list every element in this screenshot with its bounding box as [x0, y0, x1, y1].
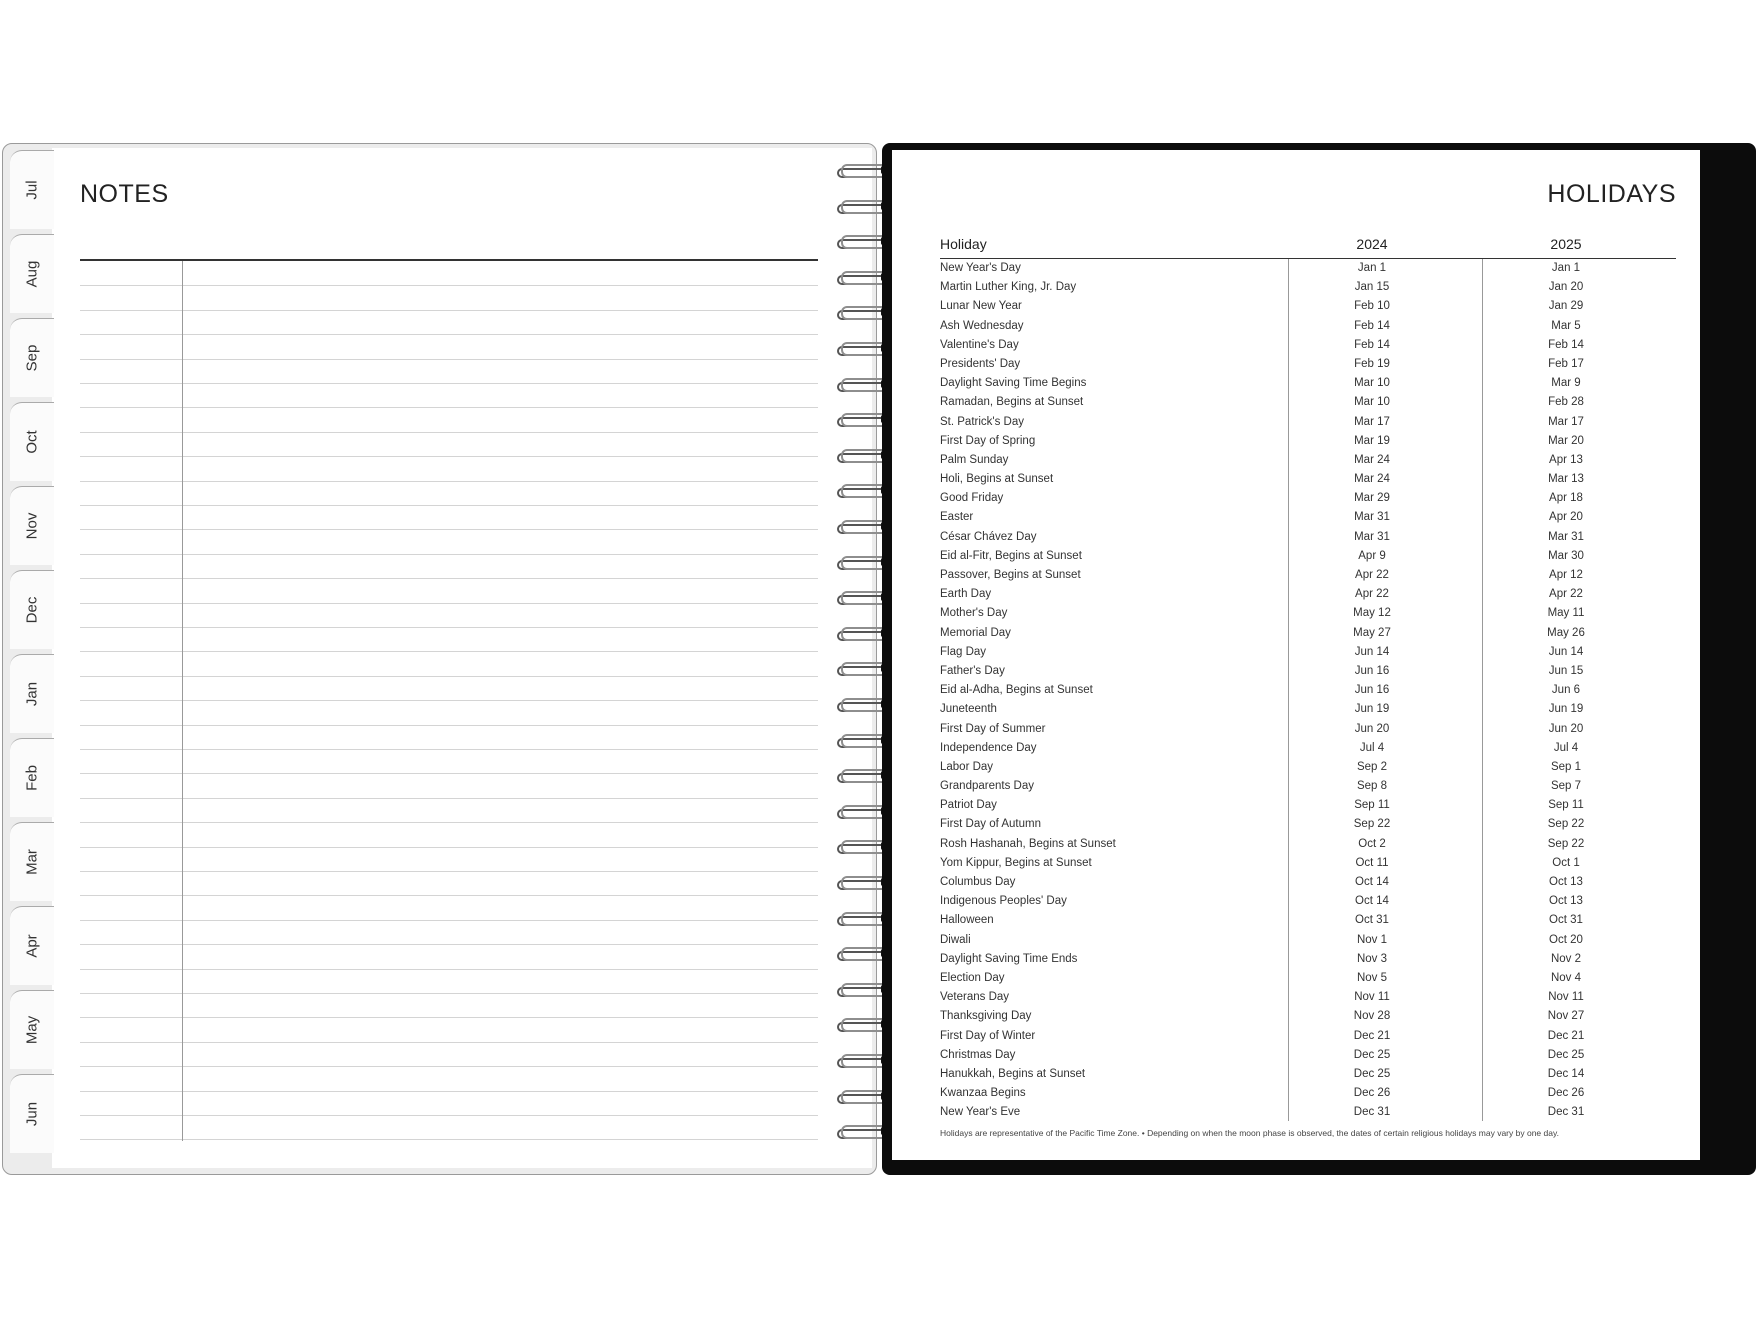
holiday-date-2025: Feb 17 — [1548, 357, 1584, 370]
holiday-date-2025: Apr 22 — [1549, 588, 1583, 601]
ruled-line — [80, 529, 818, 530]
holiday-date-2024: Jan 15 — [1354, 281, 1390, 294]
month-tab-label: Sep — [23, 344, 41, 372]
month-tab-oct[interactable] — [10, 402, 54, 481]
holiday-row — [940, 643, 1676, 662]
ruled-line — [80, 895, 818, 896]
month-tab-label: Nov — [23, 512, 41, 540]
holiday-date-2024: Dec 31 — [1353, 1106, 1391, 1119]
holiday-date-2024: Sep 11 — [1354, 799, 1390, 812]
holiday-date-2024: Feb 14 — [1354, 338, 1390, 351]
holiday-date-2024: Jun 16 — [1354, 684, 1390, 697]
holiday-date-2024: Feb 14 — [1354, 319, 1390, 332]
holiday-date-2024: Jun 19 — [1354, 703, 1390, 716]
holiday-date-2024: Nov 3 — [1356, 952, 1388, 965]
holiday-row — [940, 1084, 1676, 1103]
holiday-date-2024: May 12 — [1353, 607, 1391, 620]
holiday-date-2025: Oct 1 — [1552, 856, 1580, 869]
holiday-date-2024: Nov 1 — [1356, 933, 1388, 946]
holiday-date-2025: Mar 9 — [1551, 377, 1581, 390]
holiday-date-2024: Oct 14 — [1355, 876, 1389, 888]
holiday-name: Lunar New Year — [940, 300, 1022, 313]
holiday-date-2025: Nov 4 — [1550, 971, 1582, 984]
ruled-line — [80, 285, 818, 286]
holiday-date-2025: Mar 30 — [1548, 549, 1584, 562]
holiday-name: Columbus Day — [940, 876, 1016, 888]
ruled-line — [80, 725, 818, 726]
ruled-line — [80, 383, 818, 384]
holiday-name: Daylight Saving Time Ends — [940, 952, 1078, 965]
holiday-name: Yom Kippur, Begins at Sunset — [940, 856, 1092, 869]
ruled-line — [80, 969, 818, 970]
ruled-line — [80, 1115, 818, 1116]
holiday-name: Presidents' Day — [940, 357, 1021, 370]
ruled-line — [80, 432, 818, 433]
holiday-date-2025: Nov 11 — [1548, 991, 1584, 1004]
month-tab-aug[interactable] — [10, 234, 54, 313]
holiday-row — [940, 413, 1676, 432]
holiday-name: Diwali — [940, 933, 971, 946]
holiday-date-2024: Nov 28 — [1353, 1010, 1391, 1023]
ruled-line — [80, 1139, 818, 1140]
header-holiday: Holiday — [940, 236, 987, 252]
holiday-date-2024: Oct 14 — [1355, 895, 1389, 908]
holiday-date-2024: Mar 31 — [1354, 530, 1390, 543]
month-tab-apr[interactable] — [10, 906, 54, 985]
holiday-row — [940, 259, 1676, 278]
ruled-line — [80, 944, 818, 945]
holiday-name: Earth Day — [940, 588, 992, 601]
holiday-date-2024: Nov 5 — [1356, 971, 1388, 984]
holiday-row — [940, 317, 1676, 336]
holiday-date-2024: Sep 8 — [1356, 780, 1388, 793]
holiday-date-2024: Mar 19 — [1354, 434, 1390, 447]
holiday-name: Juneteenth — [940, 703, 997, 716]
holiday-name: Valentine's Day — [940, 338, 1019, 351]
month-tab-label: May — [23, 1015, 41, 1045]
ruled-line — [80, 651, 818, 652]
holiday-date-2025: Sep 22 — [1547, 837, 1585, 850]
holiday-row — [940, 681, 1676, 700]
month-tab-label: Apr — [23, 934, 41, 958]
holiday-row — [940, 988, 1676, 1007]
holiday-date-2025: Jun 15 — [1548, 664, 1584, 677]
month-tab-dec[interactable] — [10, 570, 54, 649]
holiday-date-2024: Dec 21 — [1353, 1029, 1391, 1042]
holiday-row — [940, 432, 1676, 451]
holiday-name: Patriot Day — [940, 799, 997, 812]
holiday-name: Rosh Hashanah, Begins at Sunset — [940, 837, 1116, 850]
holiday-row — [940, 374, 1676, 393]
holiday-date-2025: Jan 1 — [1551, 262, 1581, 274]
ruled-line — [80, 456, 818, 457]
holiday-row — [940, 508, 1676, 527]
holiday-date-2024: Dec 25 — [1353, 1067, 1391, 1080]
holiday-row — [940, 796, 1676, 815]
holiday-row — [940, 1065, 1676, 1084]
holiday-date-2025: Mar 20 — [1548, 434, 1584, 447]
holiday-date-2024: May 27 — [1353, 626, 1391, 639]
month-tab-label: Mar — [23, 849, 41, 875]
holiday-date-2024: Oct 31 — [1355, 914, 1389, 927]
holiday-name: Labor Day — [940, 760, 994, 773]
holiday-row — [940, 892, 1676, 911]
holiday-row — [940, 585, 1676, 604]
holiday-name: First Day of Autumn — [940, 818, 1041, 831]
holiday-date-2024: Mar 10 — [1354, 377, 1390, 390]
holiday-date-2024: Mar 24 — [1354, 473, 1390, 486]
month-tab-label: Aug — [23, 260, 41, 288]
holiday-date-2025: Oct 13 — [1549, 895, 1583, 908]
holiday-date-2025: Apr 18 — [1549, 492, 1583, 505]
ruled-line — [80, 1017, 818, 1018]
holiday-row — [940, 835, 1676, 854]
holiday-date-2025: Nov 2 — [1550, 952, 1582, 965]
holiday-name: Passover, Begins at Sunset — [940, 569, 1081, 581]
holiday-date-2025: May 26 — [1547, 626, 1585, 639]
holiday-row — [940, 931, 1676, 950]
ruled-line — [80, 334, 818, 335]
holiday-row — [940, 1103, 1676, 1122]
holiday-name: Memorial Day — [940, 626, 1011, 639]
notes-margin-line — [182, 261, 183, 1141]
holiday-date-2025: Jan 20 — [1548, 281, 1584, 294]
holiday-date-2025: Sep 22 — [1547, 818, 1585, 831]
holiday-row — [940, 950, 1676, 969]
holiday-date-2025: Dec 26 — [1547, 1087, 1585, 1100]
holiday-name: Thanksgiving Day — [940, 1010, 1032, 1023]
holiday-date-2025: Sep 1 — [1550, 760, 1582, 773]
month-tab-label: Dec — [23, 596, 41, 624]
month-tab-mar[interactable] — [10, 822, 54, 901]
ruled-line — [80, 578, 818, 579]
ruled-line — [80, 676, 818, 677]
holiday-row — [940, 451, 1676, 470]
holiday-date-2025: Sep 7 — [1550, 780, 1582, 793]
month-tab-label: Oct — [23, 430, 41, 454]
holiday-name: Halloween — [940, 914, 994, 927]
holiday-row — [940, 873, 1676, 892]
holiday-date-2025: Mar 5 — [1551, 319, 1581, 332]
holiday-row — [940, 854, 1676, 873]
holiday-row — [940, 1027, 1676, 1046]
ruled-line — [80, 1042, 818, 1043]
holiday-name: Ash Wednesday — [940, 319, 1024, 332]
month-tab-label: Jun — [23, 1101, 41, 1127]
holiday-row — [940, 739, 1676, 758]
holiday-row — [940, 470, 1676, 489]
month-tab-label: Jan — [23, 681, 41, 707]
holiday-date-2025: Jul 4 — [1553, 741, 1579, 754]
holidays-footnote: Holidays are representative of the Pacific Time Zone. • Depending on when the moon phase is observed, the dates of certain religious holidays may vary by one day. — [940, 1128, 1559, 1138]
holiday-row — [940, 393, 1676, 412]
month-tab-jul[interactable] — [10, 150, 54, 229]
holiday-name: First Day of Spring — [940, 434, 1036, 447]
holiday-date-2025: Mar 17 — [1548, 415, 1584, 428]
month-tab-strip — [10, 150, 54, 1165]
holiday-date-2025: Jun 20 — [1548, 722, 1584, 735]
ruled-line — [80, 700, 818, 701]
holiday-date-2024: Jun 14 — [1354, 645, 1390, 658]
notes-ruled-lines — [80, 261, 818, 1141]
ruled-line — [80, 603, 818, 604]
ruled-line — [80, 847, 818, 848]
holiday-date-2025: Jun 6 — [1551, 684, 1581, 697]
holiday-name: First Day of Summer — [940, 722, 1046, 735]
holiday-name: Holi, Begins at Sunset — [940, 473, 1054, 486]
holiday-date-2025: Jan 29 — [1548, 300, 1584, 313]
holiday-date-2025: Dec 14 — [1547, 1067, 1585, 1080]
month-tab-label: Feb — [23, 765, 41, 791]
holiday-name: Daylight Saving Time Begins — [940, 377, 1087, 390]
holiday-name: First Day of Winter — [940, 1029, 1036, 1042]
holiday-name: Flag Day — [940, 645, 987, 658]
holiday-name: Christmas Day — [940, 1048, 1016, 1061]
holiday-row — [940, 815, 1676, 834]
holiday-name: Independence Day — [940, 741, 1037, 754]
month-tab-may[interactable] — [10, 990, 54, 1069]
holiday-name: Election Day — [940, 971, 1005, 984]
holiday-row — [940, 969, 1676, 988]
holiday-date-2024: Mar 29 — [1354, 492, 1390, 505]
holiday-date-2024: Apr 22 — [1355, 588, 1389, 601]
holiday-date-2025: Feb 14 — [1548, 338, 1584, 351]
holiday-name: Eid al-Adha, Begins at Sunset — [940, 684, 1093, 697]
holiday-name: Easter — [940, 511, 974, 524]
holiday-date-2025: Feb 28 — [1548, 396, 1584, 409]
ruled-line — [80, 481, 818, 482]
holiday-date-2025: Apr 20 — [1549, 511, 1583, 524]
holiday-date-2024: Sep 22 — [1353, 818, 1391, 831]
holiday-row — [940, 604, 1676, 623]
holiday-name: New Year's Day — [940, 262, 1021, 274]
holiday-date-2025: Dec 25 — [1547, 1048, 1585, 1061]
ruled-line — [80, 1091, 818, 1092]
holiday-name: Martin Luther King, Jr. Day — [940, 281, 1077, 294]
holiday-name: Ramadan, Begins at Sunset — [940, 396, 1084, 409]
month-tab-sep[interactable] — [10, 318, 54, 397]
ruled-line — [80, 773, 818, 774]
holiday-date-2025: Jun 19 — [1548, 703, 1584, 716]
holiday-row — [940, 355, 1676, 374]
holiday-row — [940, 1007, 1676, 1026]
notes-title: NOTES — [80, 180, 169, 208]
ruled-line — [80, 1066, 818, 1067]
holiday-name: Grandparents Day — [940, 780, 1034, 793]
holiday-name: New Year's Eve — [940, 1106, 1021, 1119]
holidays-table-header — [940, 236, 1676, 259]
holiday-name: Indigenous Peoples' Day — [940, 895, 1067, 908]
holiday-date-2024: Mar 24 — [1354, 453, 1390, 466]
holiday-row — [940, 566, 1676, 585]
holiday-date-2025: Oct 31 — [1549, 914, 1583, 927]
holiday-row — [940, 777, 1676, 796]
holiday-date-2024: Mar 10 — [1354, 396, 1390, 409]
month-tab-jan[interactable] — [10, 654, 54, 733]
holiday-name: César Chávez Day — [940, 530, 1037, 543]
month-tab-nov[interactable] — [10, 486, 54, 565]
ruled-line — [80, 749, 818, 750]
holiday-date-2024: Apr 22 — [1355, 569, 1389, 581]
holiday-name: Veterans Day — [940, 991, 1010, 1004]
ruled-line — [80, 871, 818, 872]
month-tab-label: Jul — [23, 180, 41, 200]
holiday-date-2025: Nov 27 — [1547, 1010, 1585, 1023]
holiday-date-2024: Apr 9 — [1358, 549, 1386, 562]
month-tab-feb[interactable] — [10, 738, 54, 817]
holiday-date-2025: Oct 13 — [1549, 876, 1583, 888]
ruled-line — [80, 920, 818, 921]
ruled-line — [80, 505, 818, 506]
holiday-name: Mother's Day — [940, 607, 1008, 620]
ruled-line — [80, 627, 818, 628]
holiday-row — [940, 758, 1676, 777]
holiday-date-2025: Apr 12 — [1549, 569, 1583, 581]
header-year-2025: 2025 — [1550, 236, 1582, 252]
holiday-row — [940, 489, 1676, 508]
holiday-row — [940, 624, 1676, 643]
holiday-row — [940, 1046, 1676, 1065]
month-tab-jun[interactable] — [10, 1074, 54, 1153]
holiday-date-2025: Mar 13 — [1548, 473, 1584, 486]
holiday-date-2024: Dec 26 — [1353, 1087, 1391, 1100]
ruled-line — [80, 407, 818, 408]
holiday-date-2024: Nov 11 — [1354, 991, 1390, 1004]
holiday-date-2025: Mar 31 — [1548, 530, 1584, 543]
holiday-date-2024: Oct 2 — [1358, 837, 1386, 850]
holiday-date-2024: Mar 31 — [1354, 511, 1390, 524]
header-year-2024: 2024 — [1356, 236, 1388, 252]
holiday-date-2025: May 11 — [1547, 607, 1585, 620]
holiday-row — [940, 336, 1676, 355]
ruled-line — [80, 554, 818, 555]
holiday-name: St. Patrick's Day — [940, 415, 1024, 428]
holiday-name: Palm Sunday — [940, 453, 1009, 466]
holiday-date-2024: Feb 19 — [1354, 357, 1390, 370]
ruled-line — [80, 993, 818, 994]
holiday-date-2025: Dec 21 — [1547, 1029, 1585, 1042]
holiday-date-2024: Feb 10 — [1354, 300, 1390, 313]
holiday-date-2024: Mar 17 — [1354, 415, 1390, 428]
holiday-row — [940, 278, 1676, 297]
holidays-title: HOLIDAYS — [1547, 180, 1676, 208]
holiday-date-2024: Jun 20 — [1354, 722, 1390, 735]
ruled-line — [80, 359, 818, 360]
holiday-date-2025: Jun 14 — [1548, 645, 1584, 658]
holiday-row — [940, 528, 1676, 547]
holiday-row — [940, 547, 1676, 566]
holiday-date-2025: Dec 31 — [1547, 1106, 1585, 1119]
holidays-table-body — [940, 259, 1676, 1122]
holiday-row — [940, 911, 1676, 930]
holiday-row — [940, 662, 1676, 681]
ruled-line — [80, 822, 818, 823]
holiday-date-2024: Sep 2 — [1356, 760, 1388, 773]
holiday-date-2024: Jan 1 — [1357, 262, 1387, 274]
holiday-date-2025: Sep 11 — [1548, 799, 1584, 812]
holiday-name: Kwanzaa Begins — [940, 1087, 1026, 1100]
holiday-name: Father's Day — [940, 664, 1005, 677]
ruled-line — [80, 798, 818, 799]
holiday-date-2024: Jul 4 — [1359, 741, 1385, 754]
holiday-name: Good Friday — [940, 492, 1004, 505]
holiday-row — [940, 297, 1676, 316]
ruled-line — [80, 310, 818, 311]
holiday-date-2025: Oct 20 — [1549, 933, 1583, 946]
holiday-row — [940, 720, 1676, 739]
holiday-date-2024: Jun 16 — [1354, 664, 1390, 677]
holiday-name: Hanukkah, Begins at Sunset — [940, 1067, 1086, 1080]
holiday-date-2025: Apr 13 — [1549, 453, 1583, 466]
holiday-date-2024: Dec 25 — [1353, 1048, 1391, 1061]
holiday-row — [940, 700, 1676, 719]
holiday-date-2024: Oct 11 — [1355, 856, 1389, 869]
holiday-name: Eid al-Fitr, Begins at Sunset — [940, 549, 1082, 562]
